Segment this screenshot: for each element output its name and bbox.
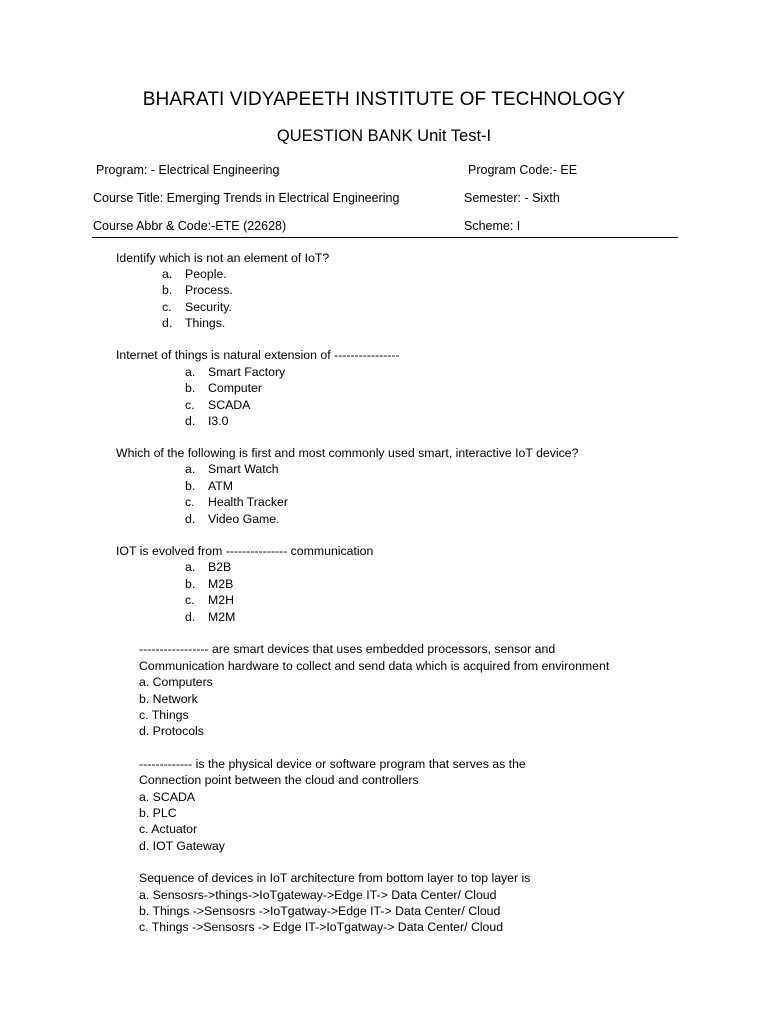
question-5-text-line: Communication hardware to collect and send data which is acquired from environment <box>139 659 610 673</box>
question-6-text-line: ------------- is the physical device or software program that serves as the <box>139 757 526 771</box>
question-5-option: c. Things <box>139 708 189 722</box>
course-abbr-label: Course Abbr & Code:-ETE (22628) <box>93 219 287 233</box>
question-2-option-letter: a. <box>185 365 196 379</box>
question-6-option: b. PLC <box>139 806 177 820</box>
question-1-option-text: People. <box>185 267 227 281</box>
program-label: Program: - Electrical Engineering <box>96 163 280 177</box>
header-divider <box>92 237 678 238</box>
question-4-option-text: B2B <box>208 560 232 574</box>
question-6-text-line: Connection point between the cloud and controllers <box>139 773 419 787</box>
scheme-label: Scheme: I <box>464 219 521 233</box>
institute-title: BHARATI VIDYAPEETH INSTITUTE OF TECHNOLOGY <box>142 89 626 110</box>
program-code-label: Program Code:- EE <box>468 163 578 177</box>
question-2-option-text: I3.0 <box>208 414 229 428</box>
question-3-option-text: Video Game. <box>208 512 280 526</box>
question-4-option-text: M2B <box>208 577 234 591</box>
question-1-option-letter: a. <box>162 267 173 281</box>
question-3-option-text: Health Tracker <box>208 495 288 509</box>
question-7-text-line: Sequence of devices in IoT architecture from bottom layer to top layer is <box>139 871 531 885</box>
semester-label: Semester: - Sixth <box>464 191 560 205</box>
question-4-option-letter: a. <box>185 560 196 574</box>
question-4-option-letter: b. <box>185 577 196 591</box>
question-3-option-letter: b. <box>185 479 196 493</box>
question-5-text-line: ----------------- are smart devices that uses embedded processors, sensor and <box>139 642 556 656</box>
question-6-option: d. IOT Gateway <box>139 839 225 853</box>
question-3-text: Which of the following is first and most commonly used smart, interactive IoT device? <box>116 446 579 460</box>
question-2-option-text: Smart Factory <box>208 365 286 379</box>
question-2-text: Internet of things is natural extension of ---------------- <box>116 348 400 362</box>
page-title: QUESTION BANK Unit Test-I <box>276 127 492 145</box>
question-2-option-text: Computer <box>208 381 262 395</box>
question-1-option-text: Security. <box>185 300 232 314</box>
question-5-option: d. Protocols <box>139 724 204 738</box>
question-1-option-letter: b. <box>162 283 173 297</box>
question-7-option: c. Things ->Sensosrs -> Edge IT->IoTgatway-> Data Center/ Cloud <box>139 920 504 934</box>
question-3-option-letter: a. <box>185 462 196 476</box>
question-6-option: a. SCADA <box>139 790 196 804</box>
question-1-text: Identify which is not an element of IoT? <box>116 251 330 265</box>
question-4-option-text: M2M <box>208 610 236 624</box>
question-3-option-text: Smart Watch <box>208 462 279 476</box>
question-3-option-text: ATM <box>208 479 234 493</box>
question-4-text: IOT is evolved from --------------- communication <box>116 544 374 558</box>
question-5-option: a. Computers <box>139 675 213 689</box>
question-6-option: c. Actuator <box>139 822 198 836</box>
question-7-option: b. Things ->Sensosrs ->IoTgatway->Edge IT-> Data Center/ Cloud <box>139 904 501 918</box>
question-3-option-letter: d. <box>185 512 196 526</box>
course-title-label: Course Title: Emerging Trends in Electrical Engineering <box>93 191 400 205</box>
question-2-option-letter: b. <box>185 381 196 395</box>
question-4-option-letter: d. <box>185 610 196 624</box>
question-1-option-letter: c. <box>162 300 172 314</box>
question-4-option-text: M2H <box>208 593 234 607</box>
question-1-option-text: Things. <box>185 316 226 330</box>
question-2-option-text: SCADA <box>208 398 251 412</box>
question-2-option-letter: d. <box>185 414 196 428</box>
question-5-option: b. Network <box>139 692 198 706</box>
question-1-option-letter: d. <box>162 316 173 330</box>
question-3-option-letter: c. <box>185 495 195 509</box>
question-1-option-text: Process. <box>185 283 233 297</box>
question-2-option-letter: c. <box>185 398 195 412</box>
question-7-option: a. Sensosrs->things->IoTgateway->Edge IT-> Data Center/ Cloud <box>139 888 497 902</box>
question-4-option-letter: c. <box>185 593 195 607</box>
